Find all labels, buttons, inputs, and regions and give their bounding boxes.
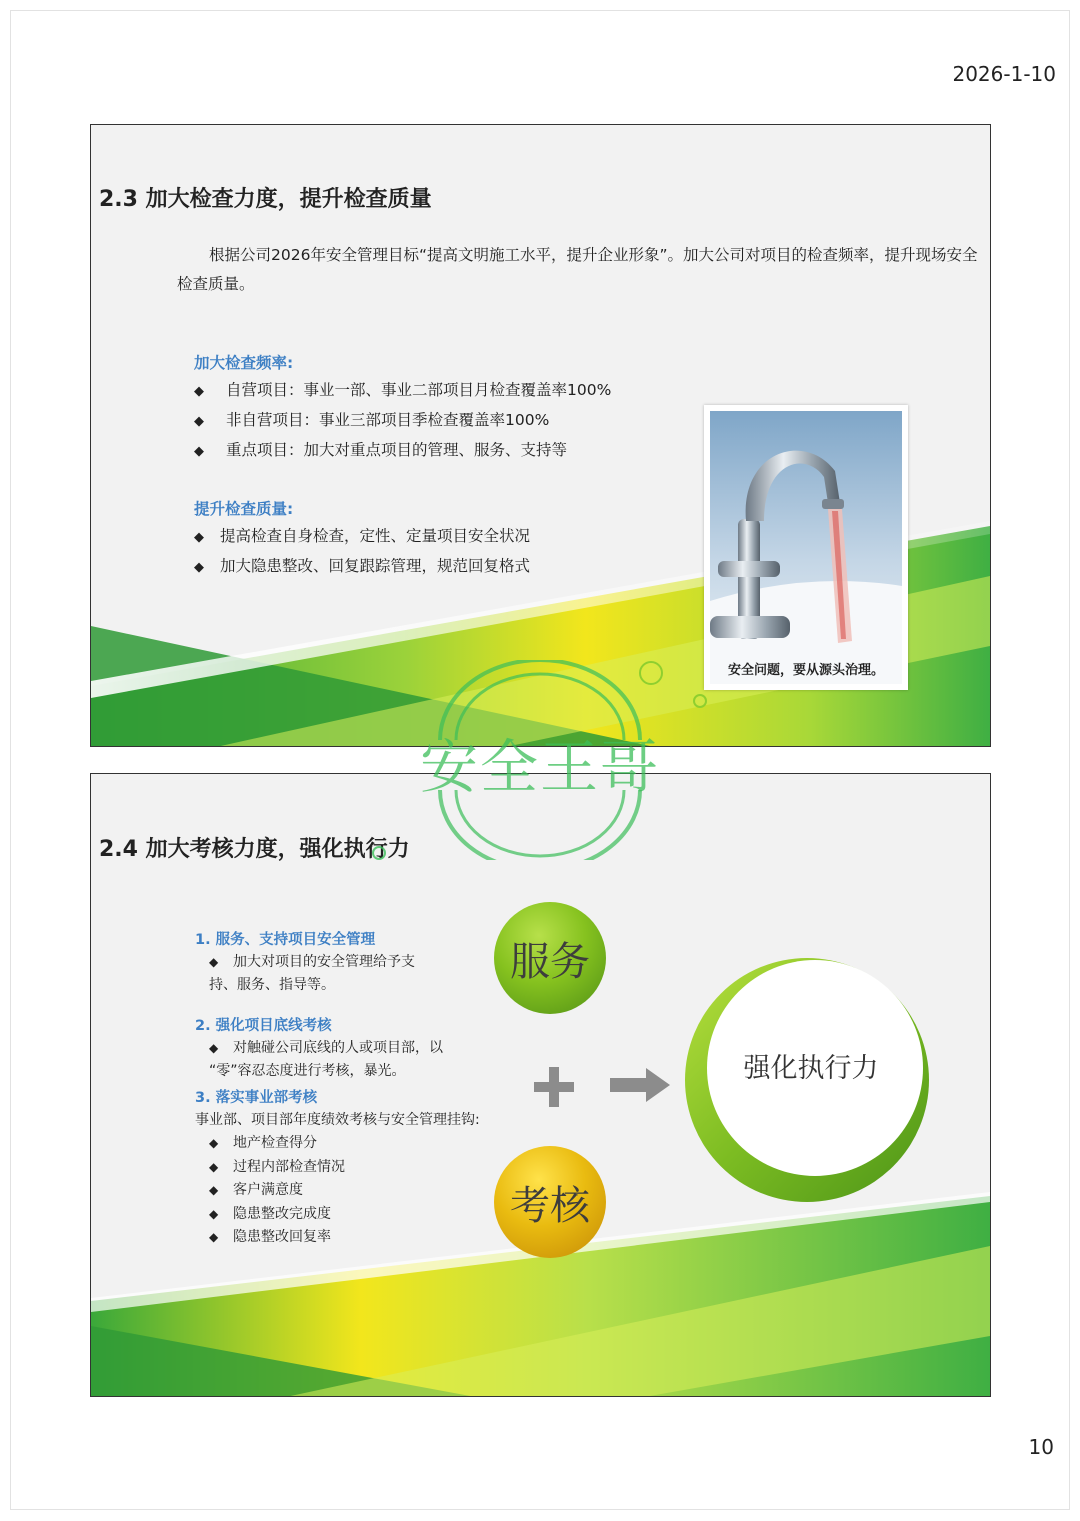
section-heading-baseline: 2. 强化项目底线考核: [195, 1018, 332, 1034]
list-item: ◆ 加大隐患整改、回复跟踪管理，规范回复格式: [194, 552, 530, 582]
decorative-ring-icon: [693, 694, 707, 708]
section-text: 事业部、项目部年度绩效考核与安全管理挂钩:: [195, 1112, 480, 1128]
page-date: 2026-1-10: [952, 62, 1056, 86]
section-text: “零”容忍态度进行考核，暴光。: [209, 1063, 406, 1079]
list-item: ◆ 隐患整改回复率: [209, 1226, 485, 1250]
poster-caption: 安全问题，要从源头治理。: [727, 663, 884, 678]
quality-list: [194, 522, 530, 582]
faucet-poster-image: [710, 411, 902, 684]
diamond-bullet-icon: ◆: [194, 530, 204, 545]
section-text: 持、服务、指导等。: [209, 977, 335, 993]
section-heading-quality: 提升检查质量:: [194, 500, 294, 518]
diamond-bullet-icon: ◆: [209, 1041, 219, 1055]
section-department: [195, 1086, 485, 1250]
page-number: 10: [1028, 1435, 1054, 1459]
frequency-list: [194, 376, 611, 466]
list-item: ◆ 隐患整改完成度: [209, 1203, 485, 1227]
arrow-right-icon: [610, 1068, 670, 1102]
diamond-bullet-icon: ◆: [209, 1136, 219, 1150]
diamond-bullet-icon: ◆: [194, 384, 204, 399]
list-item: ◆ 客户满意度: [209, 1179, 485, 1203]
decorative-ring-icon: [372, 846, 386, 860]
diamond-bullet-icon: ◆: [209, 1159, 219, 1174]
list-item: ◆ 提高检查自身检查，定性、定量项目安全状况: [194, 522, 530, 552]
intro-paragraph: 根据公司2026年安全管理目标“提高文明施工水平，提升企业形象”。加大公司对项目的检查频率，提升现场安全检查质量。: [177, 246, 978, 293]
faucet-poster: [704, 405, 908, 690]
section-heading-service: 1. 服务、支持项目安全管理: [195, 932, 376, 948]
section-baseline: [195, 1014, 443, 1083]
diamond-bullet-icon: ◆: [209, 955, 219, 969]
list-item: ◆ 地产检查得分: [209, 1132, 485, 1156]
plus-icon: [534, 1067, 574, 1107]
list-item: ◆ 重点项目：加大对重点项目的管理、服务、支持等: [194, 436, 611, 466]
diamond-bullet-icon: ◆: [194, 560, 204, 575]
list-item: ◆ 自营项目：事业一部、事业二部项目月检查覆盖率100%: [194, 376, 611, 406]
slide-assessment: [90, 773, 991, 1397]
section-text: ◆ 加大对项目的安全管理给予支: [195, 951, 415, 974]
execution-label: 强化执行力: [743, 1053, 879, 1084]
faucet-icon: [710, 411, 902, 684]
diamond-bullet-icon: ◆: [194, 444, 204, 459]
decorative-ring-icon: [639, 661, 663, 685]
diamond-bullet-icon: ◆: [209, 1230, 219, 1244]
diamond-bullet-icon: ◆: [209, 1183, 219, 1197]
section-heading-frequency: 加大检查频率:: [194, 354, 294, 372]
list-item: ◆ 非自营项目：事业三部项目季检查覆盖率100%: [194, 406, 611, 436]
watermark-text: 安全王哥: [419, 733, 660, 801]
service-circle: 服务: [494, 902, 606, 1014]
list-item: ◆ 过程内部检查情况: [209, 1156, 485, 1180]
slide-title: 2.3 加大检查力度，提升检查质量: [99, 187, 432, 212]
department-list: [195, 1132, 485, 1250]
section-text: ◆ 对触碰公司底线的人或项目部，以: [195, 1037, 443, 1060]
assessment-circle: 考核: [494, 1146, 606, 1258]
diamond-bullet-icon: ◆: [209, 1206, 219, 1221]
slide-inspection: [90, 124, 991, 747]
slide-title: 2.4 加大考核力度，强化执行力: [99, 837, 410, 862]
section-service: [195, 928, 415, 997]
section-heading-department: 3. 落实事业部考核: [195, 1090, 318, 1106]
diamond-bullet-icon: ◆: [194, 414, 204, 429]
